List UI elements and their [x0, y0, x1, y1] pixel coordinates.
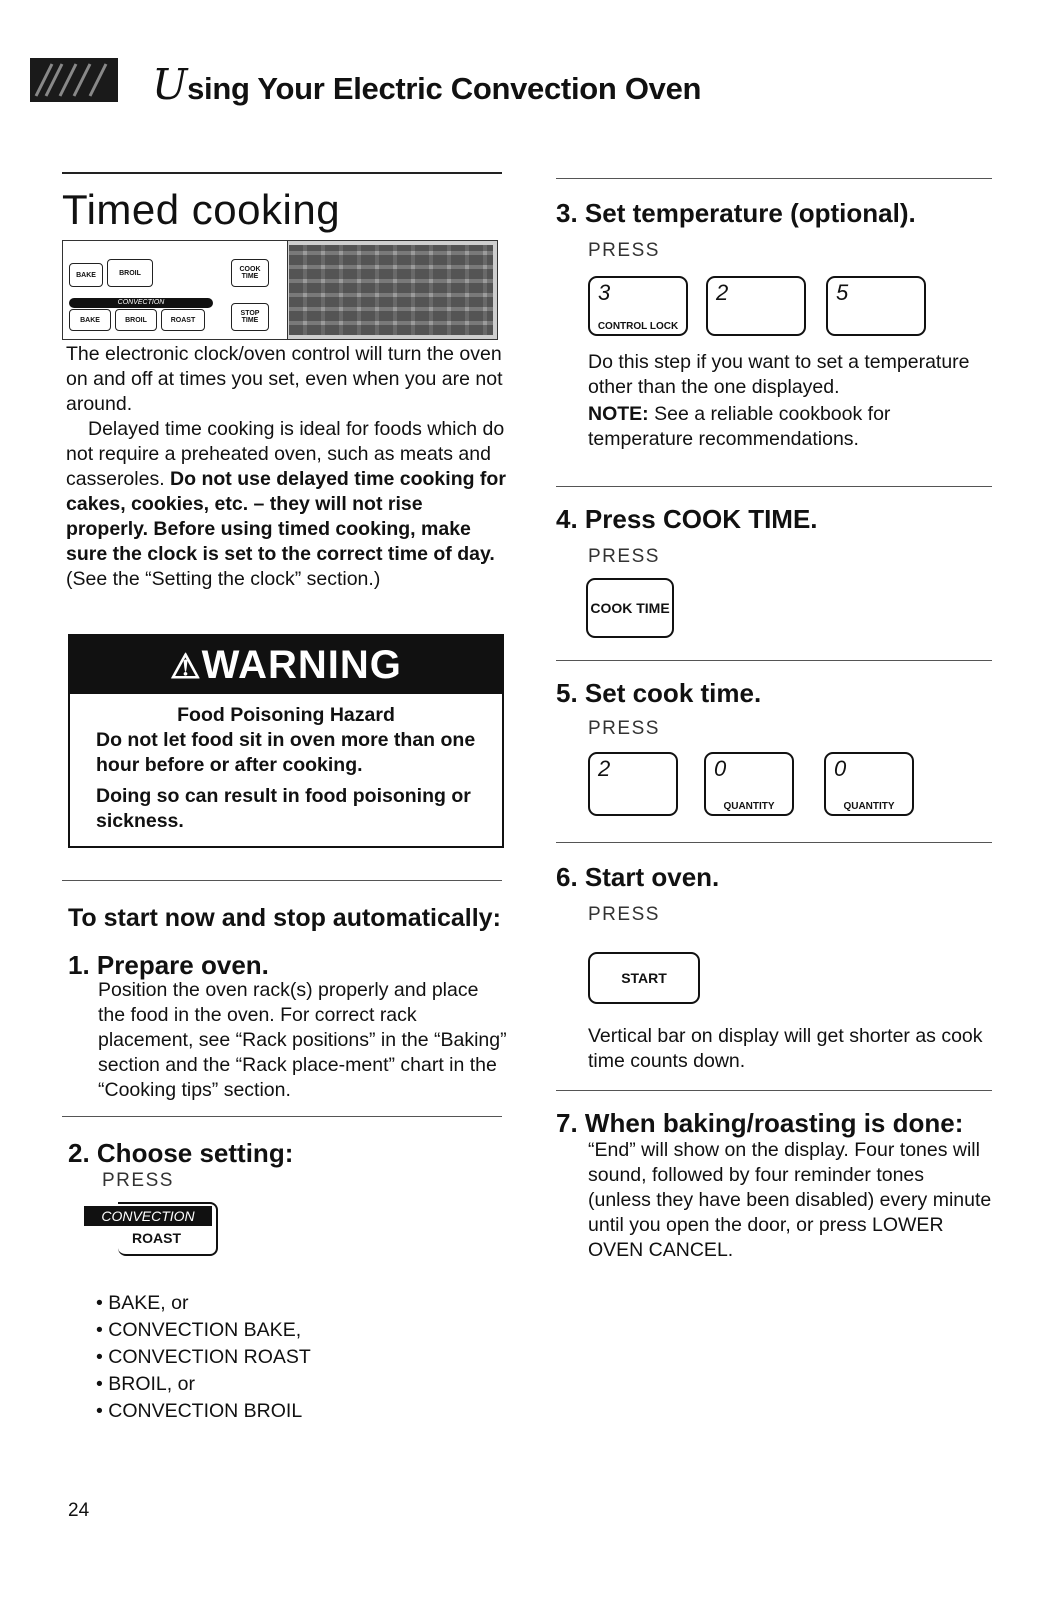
panel-convection-roast-key: ROAST: [161, 309, 205, 331]
divider: [556, 486, 992, 487]
step-6-text-wrap: [588, 1024, 992, 1074]
brand-logo-icon: [30, 58, 118, 102]
roast-key-label: ROAST: [132, 1230, 181, 1246]
key-sublabel: QUANTITY: [723, 801, 775, 812]
warning-line-2: Doing so can result in food poisoning or sickness.: [96, 785, 471, 832]
control-panel-keys: [63, 241, 288, 339]
step-3-title: 3. Set temperature (optional).: [556, 198, 916, 228]
control-panel-illustration: [62, 240, 498, 340]
divider: [556, 1090, 992, 1091]
warning-heading: WARNING: [201, 643, 402, 687]
page-header-title: Using Your Electric Convection Oven: [152, 60, 702, 109]
settings-options-list: [96, 1290, 311, 1425]
key-3-control-lock: [588, 276, 688, 336]
note-text: See a reliable cookbook for temperature recommendations.: [588, 403, 891, 450]
list-item: • CONVECTION ROAST: [96, 1344, 311, 1371]
divider: [556, 660, 992, 661]
step-1-title: 1. Prepare oven.: [68, 950, 269, 980]
key-number: 2: [716, 280, 729, 305]
divider: [62, 880, 502, 881]
step-5-title: 5. Set cook time.: [556, 678, 762, 708]
key-sublabel: CONTROL LOCK: [597, 321, 679, 332]
roast-key-outline: [118, 1202, 218, 1256]
step-3-text: Do this step if you want to set a temperature other than the one displayed.: [588, 351, 970, 398]
step-7-text-wrap: [588, 1138, 992, 1263]
step-6-title: 6. Start oven.: [556, 862, 720, 892]
step-4-press-label: PRESS: [588, 546, 660, 567]
step-7-text: “End” will show on the display. Four tones will sound, followed by four reminder tones (unless they have been disabled) every minute until you open the door, or press LOWER OVEN CANCEL.: [588, 1139, 992, 1261]
intro-paragraph-2: [66, 417, 506, 592]
divider: [556, 842, 992, 843]
key-sublabel: QUANTITY: [843, 801, 895, 812]
key-5: [826, 276, 926, 336]
convection-key-bar: CONVECTION: [84, 1206, 212, 1226]
key-2: [588, 752, 678, 816]
key-number: 2: [598, 756, 611, 781]
warning-box: [68, 634, 504, 848]
key-number: 5: [836, 280, 849, 305]
divider: [62, 1116, 502, 1117]
intro-paragraph-1: The electronic clock/oven control will turn the oven on and off at times you set, even when you are not around.: [66, 343, 503, 415]
key-number: 0: [834, 756, 847, 781]
key-0-quantity: [704, 752, 794, 816]
page-number: 24: [68, 1500, 90, 1521]
panel-convection-bar: CONVECTION: [69, 298, 213, 308]
step-5-press-label: PRESS: [588, 718, 660, 739]
step-6-press-label: PRESS: [588, 904, 660, 925]
subsection-heading-text: To start now and stop automatically:: [68, 904, 501, 932]
step-3-note: [588, 402, 992, 452]
list-item: • BAKE, or: [96, 1290, 311, 1317]
step-4-title: 4. Press COOK TIME.: [556, 504, 818, 534]
panel-display-icon: [289, 245, 493, 335]
section-title: Timed cooking: [62, 186, 341, 233]
note-label: NOTE:: [588, 403, 649, 425]
key-label: START: [621, 969, 667, 986]
panel-convection-bake-key: BAKE: [69, 309, 111, 331]
intro-text: [66, 342, 506, 592]
step-1-text: Position the oven rack(s) properly and place the food in the oven. For correct rack placement, see “Rack positions” in the “Baking” section and the “Rack place-ment” chart in the “Cooking tips” section.: [98, 979, 507, 1101]
step-6-text: Vertical bar on display will get shorter as cook time counts down.: [588, 1025, 983, 1072]
warning-header: [70, 636, 502, 694]
key-label: COOK TIME: [590, 599, 670, 616]
brand-logo-graphic: [30, 58, 118, 102]
divider: [556, 178, 992, 179]
panel-convection-broil-key: BROIL: [115, 309, 157, 331]
step-2-title: 2. Choose setting:: [68, 1138, 294, 1168]
step-7-title: 7. When baking/roasting is done:: [556, 1108, 964, 1138]
divider: [62, 172, 502, 174]
subsection-heading: [68, 904, 501, 933]
key-number: 0: [714, 756, 727, 781]
key-number: 3: [598, 280, 611, 305]
panel-broil-key: BROIL: [107, 259, 153, 287]
list-item: • BROIL, or: [96, 1371, 311, 1398]
step-2-press-label: PRESS: [102, 1170, 174, 1191]
panel-bake-key: BAKE: [69, 263, 103, 287]
list-item: • CONVECTION BROIL: [96, 1398, 311, 1425]
intro-p2-bold: Do not use delayed time cooking for cakes, cookies, etc. – they will not rise properly. Before using timed cooking, make sure the clock is set to the correct time of day.: [66, 468, 506, 565]
step-3-press-label: PRESS: [588, 240, 660, 261]
key-2: [706, 276, 806, 336]
panel-cook-time-key: COOK TIME: [231, 259, 269, 287]
cook-time-key: [586, 578, 674, 638]
list-item: • CONVECTION BAKE,: [96, 1317, 311, 1344]
warning-triangle-icon: ⚠: [170, 648, 202, 686]
convection-roast-key: [84, 1202, 220, 1254]
panel-stop-time-key: STOP TIME: [231, 303, 269, 331]
step-1-text-wrap: [98, 978, 508, 1103]
key-0-quantity: [824, 752, 914, 816]
intro-p2-tail: (See the “Setting the clock” section.): [66, 568, 381, 590]
intro-p2-normal: Delayed time cooking is ideal for foods which do not require a preheated oven, such as meats and casseroles.: [66, 418, 505, 490]
start-key: [588, 952, 700, 1004]
warning-subtitle: Food Poisoning Hazard: [177, 704, 395, 726]
step-3-text-wrap: [588, 350, 992, 452]
warning-line-1: Do not let food sit in oven more than one hour before or after cooking.: [96, 729, 476, 776]
